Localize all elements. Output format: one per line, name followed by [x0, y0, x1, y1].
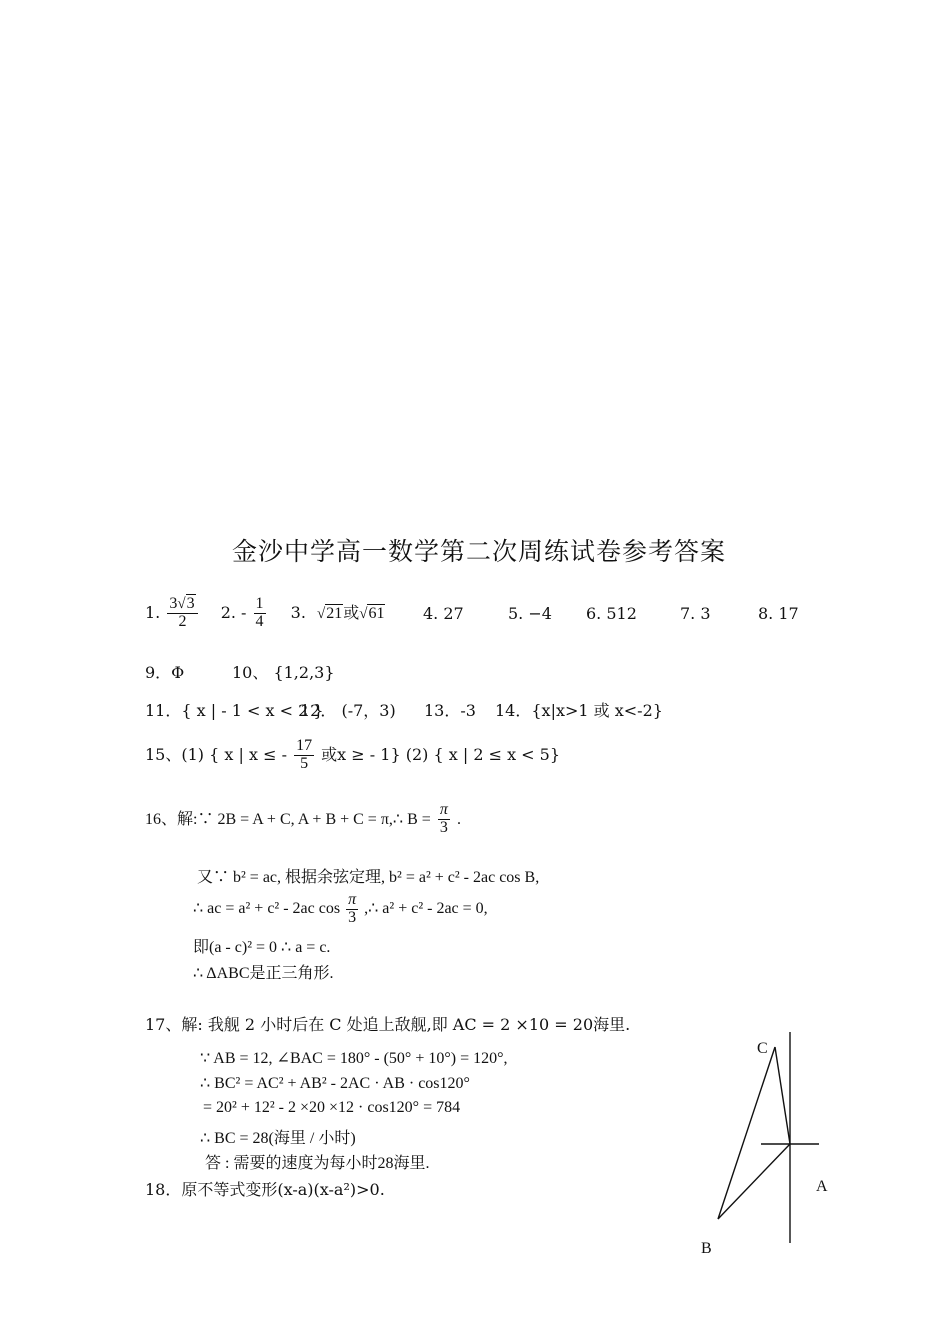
answer-2-fraction	[254, 596, 266, 631]
answers-row-1	[145, 596, 385, 631]
answer-3-value: √21或√61	[317, 604, 385, 622]
q16-line-3-fraction	[346, 892, 358, 927]
q16-line-3-numerator: π	[348, 891, 357, 908]
q16-line-1-fraction	[438, 802, 450, 837]
q17-line-4: = 20² + 12² - 2 ×20 ×12 · cos120° = 784	[203, 1099, 461, 1116]
q16-line-4: 即(a - c)² = 0 ∴ a = c.	[193, 939, 331, 956]
q16-line-3-denominator: 3	[348, 908, 357, 926]
segment-cb	[718, 1047, 775, 1219]
label-b: B	[701, 1240, 712, 1257]
q16-line-1-end: .	[457, 810, 461, 828]
answer-15-denominator: 5	[300, 754, 309, 772]
answer-4: 4. 27	[423, 604, 464, 623]
answer-14: 14．{x|x>1 或 x<-2}	[495, 701, 663, 720]
answer-1-number: 1.	[145, 602, 161, 622]
q16-line-3	[193, 892, 488, 927]
answer-3-or: 或	[343, 604, 360, 622]
answer-13: 13．-3	[424, 701, 476, 720]
segment-ba	[718, 1144, 790, 1219]
answer-1-fraction: $\frac{3√3}{2}$	[167, 596, 197, 631]
q16-line-1	[145, 802, 461, 837]
answer-15-part-b: 或x ≥ - 1} (2) { x | 2 ≤ x < 5}	[321, 744, 561, 764]
label-a: A	[816, 1178, 828, 1195]
answer-9: 9．Φ	[145, 663, 185, 682]
triangle-figure	[700, 1025, 850, 1265]
answer-10: 10、 {1,2,3}	[232, 663, 335, 682]
q17-line-1: 17、解: 我舰 2 小时后在 C 处追上敌舰,即 AC = 2 ×10 = 20海里.	[145, 1015, 631, 1034]
q16-line-3-text-a: ∴ ac = a² + c² - 2ac cos	[193, 899, 341, 917]
answer-15-numerator: 17	[296, 737, 313, 754]
q17-line-3: ∴ BC² = AC² + AB² - 2AC · AB · cos120°	[200, 1075, 470, 1092]
answer-2-number: 2.	[220, 602, 236, 622]
answer-3-radicand-1: 21	[326, 604, 343, 622]
q17-line-2: ∵ AB = 12, ∠BAC = 180° - (50° + 10°) = 120°,	[200, 1050, 508, 1067]
answer-2-numerator: 1	[255, 595, 264, 612]
q16-fraction-numerator: π	[439, 801, 448, 818]
answer-7: 7. 3	[680, 604, 711, 623]
answer-6: 6. 512	[586, 604, 637, 623]
q16-line-3-text-b: ,∴ a² + c² - 2ac = 0,	[364, 899, 488, 917]
page-title: 金沙中学高一数学第二次周练试卷参考答案	[232, 537, 727, 566]
answer-3-number: 3.	[290, 602, 306, 622]
q16-fraction-denominator: 3	[439, 818, 448, 836]
segment-ca	[775, 1047, 790, 1144]
q16-line-2: 又∵ b² = ac, 根据余弦定理, b² = a² + c² - 2ac cos B,	[197, 869, 540, 886]
answer-2-sign: -	[241, 602, 247, 622]
q18-line: 18．原不等式变形(x-a)(x-a²)>0.	[145, 1180, 385, 1199]
q16-line-1-text: 16、解:∵ 2B = A + C, A + B + C = π,∴ B =	[145, 810, 431, 828]
answer-11: 11．{ x | - 1 < x < 2 }	[145, 701, 324, 720]
answer-1-numerator: 3	[169, 595, 178, 612]
answer-15-fraction	[294, 738, 314, 773]
q17-line-6: 答 : 需要的速度为每小时28海里.	[205, 1155, 430, 1172]
answer-1-denominator: 2	[178, 612, 187, 630]
answer-15	[145, 738, 560, 773]
label-c: C	[757, 1040, 768, 1057]
answer-12: 12． (-7，3)	[300, 701, 396, 720]
answer-1-radicand: 3	[186, 595, 195, 612]
answer-2-denominator: 4	[255, 612, 264, 630]
q17-line-5: ∴ BC = 28(海里 / 小时)	[200, 1130, 356, 1147]
answer-5: 5. −4	[508, 604, 552, 623]
answer-15-part-a: 15、(1) { x | x ≤ -	[145, 744, 287, 764]
q16-line-5: ∴ ΔABC是正三角形.	[193, 965, 334, 982]
answer-8: 8. 17	[758, 604, 799, 623]
answer-3-radicand-2: 61	[368, 604, 385, 622]
